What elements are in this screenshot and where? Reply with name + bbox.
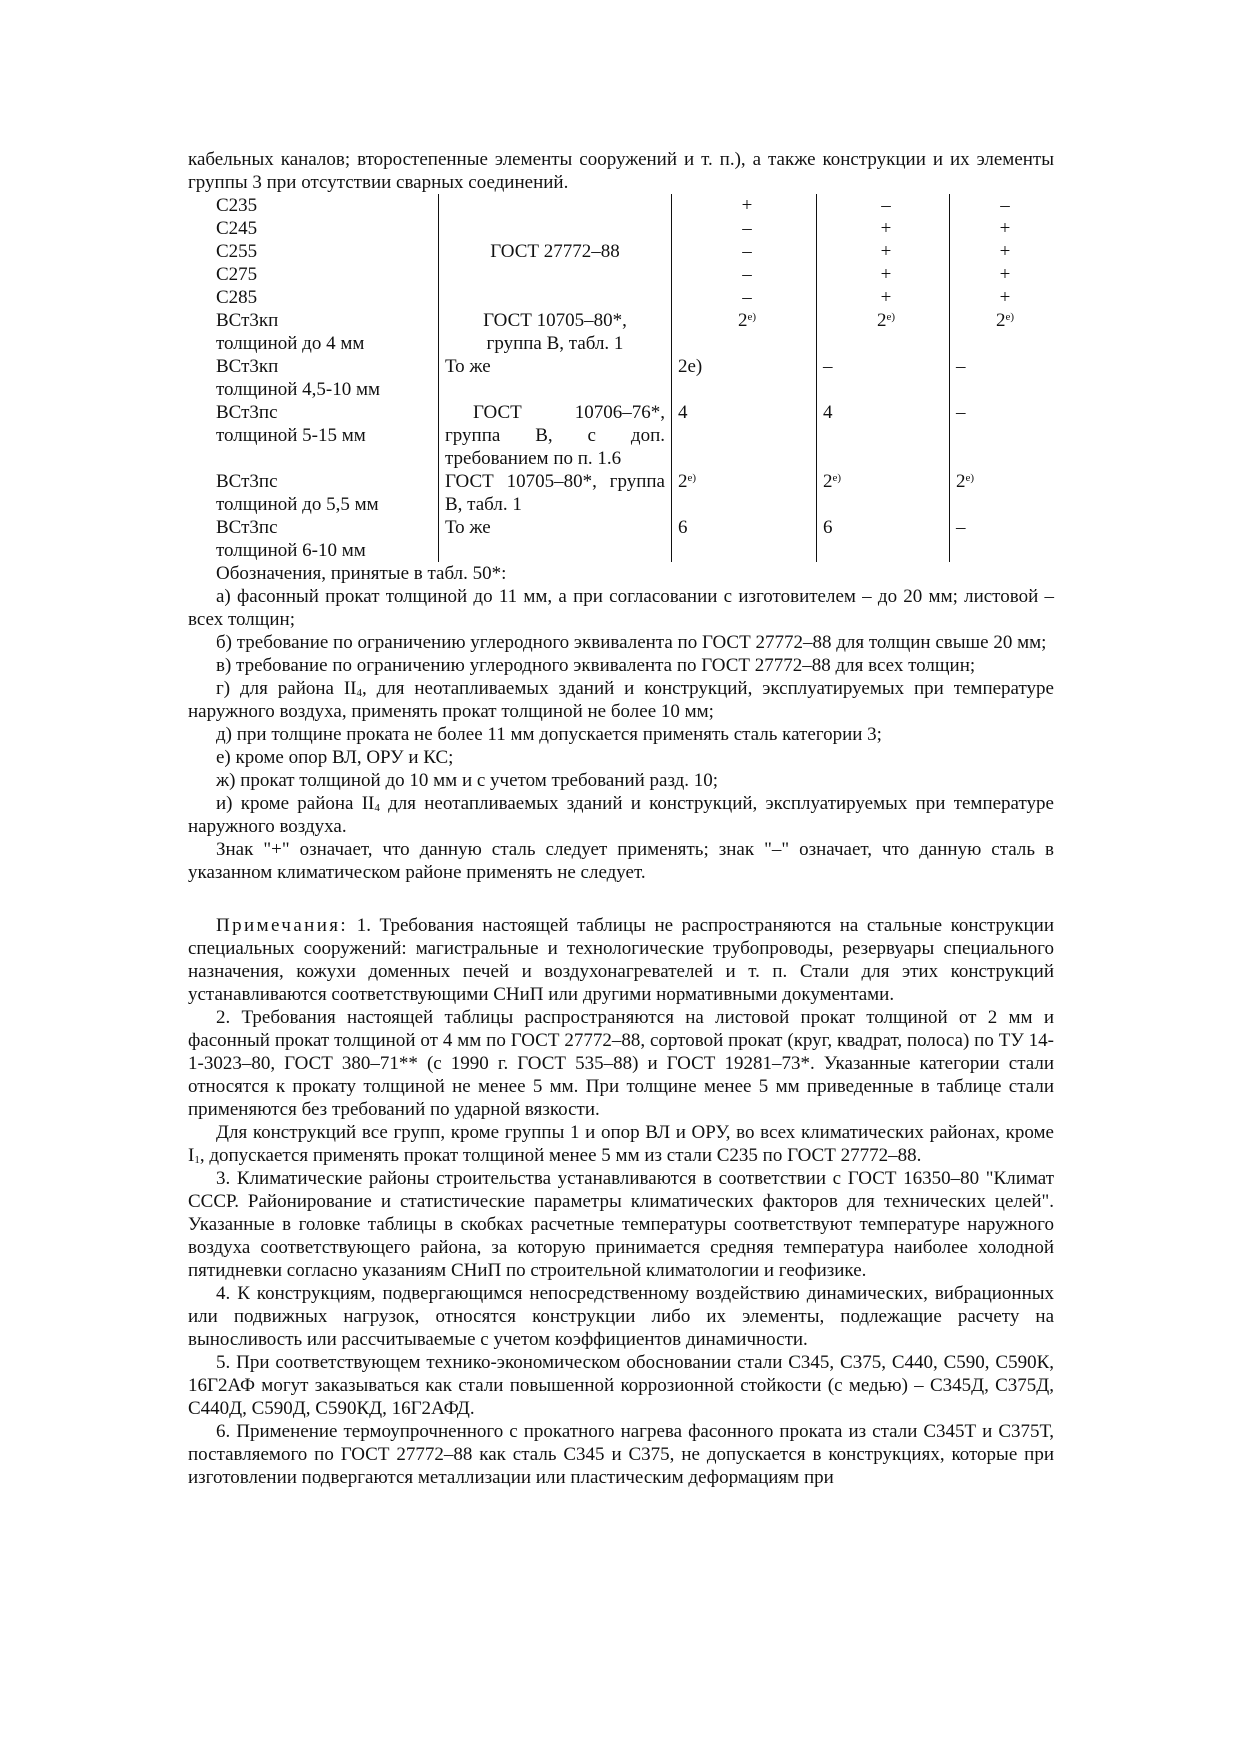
note-1	[188, 914, 1054, 1006]
category-cell: –	[950, 516, 1055, 562]
category-value: 2	[995, 310, 1006, 331]
category-value: 2	[876, 310, 887, 331]
steel-grade-name: ВСт3кп	[216, 356, 279, 377]
category-cell: –	[672, 286, 817, 309]
steel-grade	[188, 516, 439, 562]
category-cell	[950, 309, 1055, 355]
document-page	[188, 148, 1054, 1489]
standard-cell: ГОСТ 10706–76*, группа В, с доп. требованием по п. 1.6	[439, 401, 672, 470]
category-cell: +	[817, 240, 950, 263]
intro-text: кабельных каналов; второстепенные элементы сооружений и т. п.), а также конструкции и их элементы группы 3 при отсутствии сварных соединений.	[188, 149, 1054, 193]
steel-grade: С285	[216, 287, 258, 308]
category-cell	[817, 309, 950, 355]
category-cell: –	[672, 217, 817, 240]
category-cell: 6	[817, 516, 950, 562]
steel-grade	[188, 470, 439, 516]
footnote-mark: е)	[832, 472, 842, 484]
table-row	[188, 516, 1054, 562]
category-cell	[672, 309, 817, 355]
category-value: 2	[678, 471, 688, 492]
steel-thickness: толщиной 4,5-10 мм	[216, 379, 381, 400]
standard-cell: ГОСТ 10705–80*, группа В, табл. 1	[439, 470, 672, 516]
category-value: 2	[956, 471, 966, 492]
steel-grade	[188, 401, 439, 470]
notes-section	[188, 914, 1054, 1489]
category-cell: +	[817, 263, 950, 286]
category-cell	[817, 470, 950, 516]
table-row	[188, 470, 1054, 516]
legend-item-v: в) требование по ограничению углеродного эквивалента по ГОСТ 27772–88 для всех толщин;	[216, 655, 976, 676]
steel-table	[188, 194, 1054, 562]
legend-sign-note: Знак "+" означает, что данную сталь следует применять; знак "–" означает, что данную сталь в указанном климатическом районе применять не следует.	[188, 839, 1054, 883]
subscript: 4	[374, 802, 380, 814]
category-cell: –	[672, 263, 817, 286]
footnote-mark: е)	[965, 472, 975, 484]
steel-thickness: толщиной 5-15 мм	[216, 425, 366, 446]
subscript: 4	[356, 687, 362, 699]
standard-cell	[439, 194, 672, 309]
legend-item-a: а) фасонный прокат толщиной до 11 мм, а при согласовании с изготовителем – до 20 мм; листовой – всех толщин;	[188, 586, 1054, 630]
standard-text: ГОСТ 10705–80*,	[483, 310, 627, 331]
steel-grade-name: ВСт3пс	[216, 471, 278, 492]
category-cell: –	[817, 194, 950, 217]
legend-item-d: д) при толщине проката не более 11 мм допускается применять сталь категории 3;	[216, 724, 882, 745]
category-cell: –	[950, 194, 1055, 217]
category-cell: +	[817, 286, 950, 309]
standard-cell: То же	[439, 516, 672, 562]
steel-grade: С255	[216, 241, 258, 262]
category-cell: –	[950, 355, 1055, 401]
note-2: 2. Требования настоящей таблицы распространяются на листовой прокат толщиной от 2 мм и фасонный прокат толщиной от 4 мм по ГОСТ 27772–88, сортовой прокат (круг, квадрат, полоса) по ТУ 14-1-3023–80, ГОСТ 380–71** (с 1990 г. ГОСТ 535–88) и ГОСТ 19281–73*. Указанные категории стали относятся к прокату толщиной не менее 5 мм. При толщине менее 5 мм приведенные в таблице стали применяются без требований по ударной вязкости.	[188, 1007, 1054, 1120]
legend-item-b: б) требование по ограничению углеродного эквивалента по ГОСТ 27772–88 для толщин свыше 20 мм;	[216, 632, 1047, 653]
legend-text: и) кроме района II	[216, 793, 375, 814]
note-5: 5. При соответствующем технико-экономическом обосновании стали С345, С375, С440, С590, С590К, 16Г2АФ могут заказываться как стали повышенной коррозионной стойкости (с медью) – С345Д, С375Д, С440Д, С590Д, С590КД, 16Г2АФД.	[188, 1352, 1054, 1419]
note-6: 6. Применение термоупрочненного с прокатного нагрева фасонного проката из стали С345Т и С375Т, поставляемого по ГОСТ 27772–88 как сталь С345 и С375, не допускается в конструкциях, которые при изготовлении подвергаются металлизации или пластическим деформациям при	[188, 1421, 1054, 1488]
category-cell: –	[672, 240, 817, 263]
legend-item-zh: ж) прокат толщиной до 10 мм и с учетом требований разд. 10;	[216, 770, 719, 791]
category-cell: –	[950, 401, 1055, 470]
note-3: 3. Климатические районы строительства устанавливаются в соответствии с ГОСТ 16350–80 "Климат СССР. Районирование и статистические параметры климатических факторов для технических целей". Указанные в головке таблицы в скобках расчетные температуры соответствуют температуре наружного воздуха соответствующего района, за которую принимается средняя температура наиболее холодной пятидневки согласно указаниям СНиП по строительной климатологии и геофизике.	[188, 1168, 1054, 1281]
steel-grade	[188, 355, 439, 401]
footnote-mark: е)	[1005, 311, 1015, 323]
note-2-continued	[188, 1121, 1054, 1167]
category-cell: +	[950, 263, 1055, 286]
legend-section	[188, 562, 1054, 884]
category-cell	[950, 470, 1055, 516]
category-cell	[672, 470, 817, 516]
table-row	[188, 401, 1054, 470]
category-value: 2	[823, 471, 833, 492]
steel-grade-name: ВСт3пс	[216, 517, 278, 538]
category-cell: 6	[672, 516, 817, 562]
category-cell: 4	[817, 401, 950, 470]
legend-text: для неотапливаемых зданий и конструкций, эксплуатируемых при температуре наружного воздуха.	[188, 793, 1054, 837]
steel-thickness: толщиной 6-10 мм	[216, 540, 366, 561]
steel-grade: С245	[216, 218, 258, 239]
notes-label: Примечания:	[216, 915, 349, 936]
standard-cell	[439, 309, 672, 355]
category-cell: +	[672, 194, 817, 217]
steel-grade: С235	[216, 195, 258, 216]
category-cell: +	[817, 217, 950, 240]
category-cell: +	[950, 240, 1055, 263]
category-cell: 2е)	[672, 355, 817, 401]
category-cell: +	[950, 286, 1055, 309]
footnote-mark: е)	[747, 311, 757, 323]
category-cell: 4	[672, 401, 817, 470]
legend-text: г) для района II	[216, 678, 357, 699]
note-text: , допускается применять прокат толщиной менее 5 мм из стали С235 по ГОСТ 27772–88.	[199, 1145, 922, 1166]
note-text: 1. Требования настоящей таблицы не распространяются на стальные конструкции специальных сооружений: магистральные и технологические трубопроводы, резервуары специального назначения, кожухи доменных печей и воздухонагревателей и т. п. Стали для этих конструкций устанавливаются соответствующими СНиП или другими нормативными документами.	[188, 915, 1054, 1005]
table-row	[188, 194, 1054, 217]
standard-text: ГОСТ 27772–88	[490, 241, 620, 262]
steel-grade: С275	[216, 264, 258, 285]
steel-thickness: толщиной до 4 мм	[216, 333, 365, 354]
steel-grade	[188, 309, 439, 355]
subscript: 1	[194, 1154, 200, 1166]
legend-item-i	[188, 792, 1054, 838]
legend-text: , для неотапливаемых зданий и конструкций, эксплуатируемых при температуре наружного воздуха, применять прокат толщиной не более 10 мм;	[188, 678, 1054, 722]
standard-cell: То же	[439, 355, 672, 401]
steel-grade-name: ВСт3пс	[216, 402, 278, 423]
legend-item-g	[188, 677, 1054, 723]
category-value: 2	[737, 310, 748, 331]
footnote-mark: е)	[687, 472, 697, 484]
steel-thickness: толщиной до 5,5 мм	[216, 494, 379, 515]
steel-grade-name: ВСт3кп	[216, 310, 279, 331]
category-cell: +	[950, 217, 1055, 240]
legend-title: Обозначения, принятые в табл. 50*:	[216, 563, 507, 584]
standard-group: группа В, табл. 1	[486, 333, 624, 354]
footnote-mark: е)	[886, 311, 896, 323]
category-cell: –	[817, 355, 950, 401]
note-4: 4. К конструкциям, подвергающимся непосредственному воздействию динамических, вибрационных или подвижных нагрузок, относятся конструкции либо их элементы, подлежащие расчету на выносливость или рассчитываемые с учетом коэффициентов динамичности.	[188, 1283, 1054, 1350]
legend-item-e: е) кроме опор ВЛ, ОРУ и КС;	[216, 747, 454, 768]
table-row	[188, 355, 1054, 401]
note-text: Для конструкций все групп, кроме группы 1 и опор ВЛ и ОРУ, во всех климатических районах, кроме I	[188, 1122, 1054, 1166]
table-row	[188, 309, 1054, 355]
